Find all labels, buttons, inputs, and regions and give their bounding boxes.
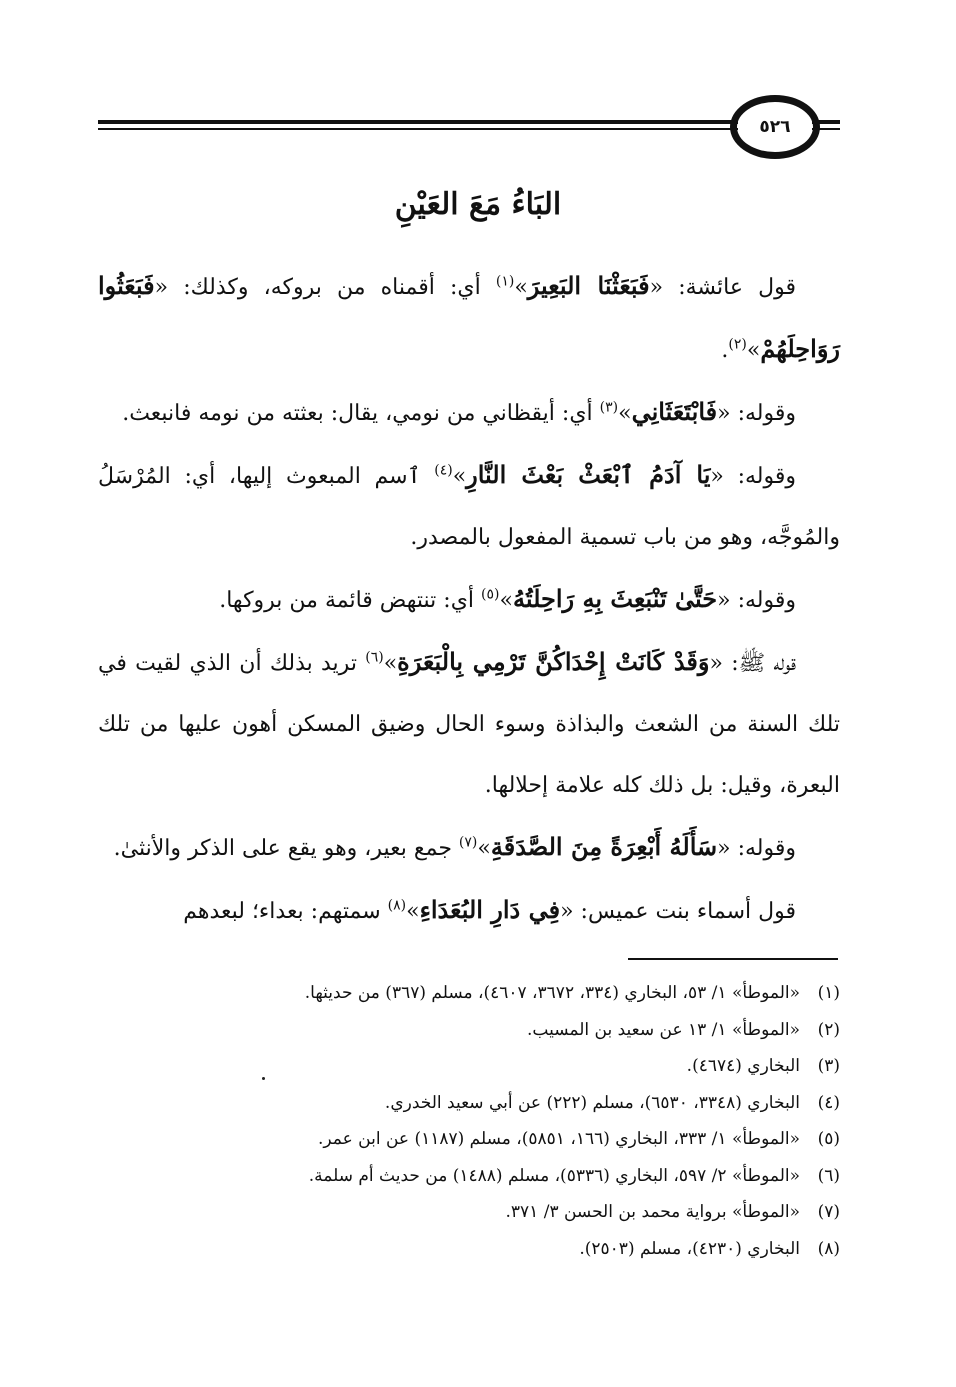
hadith-quote: وَقَدْ كَانَتْ إِحْدَاكُنَّ تَرْمِي بِالْبَعَرَةِ [397, 647, 710, 676]
footnote-text: «الموطأ» ١/ ٣٣٣، البخاري (١٦٦، ٥٨٥١)، مسلم (١١٨٧) عن ابن عمر. [318, 1129, 800, 1149]
footnote-number: (٥) [817, 1129, 840, 1149]
footnote-text: البخاري (٣٣٤٨، ٦٥٣٠)، مسلم (٢٢٢) عن أبي سعيد الخدري. [384, 1092, 800, 1113]
body-paragraph [98, 444, 840, 568]
hadith-quote: يَا آدَمُ ٱبْعَثْ بَعْثَ النَّارِ [466, 460, 711, 489]
paragraph-text: أي: أيقظاني من نومي، يقال: بعثته من نومه فانبعث. [122, 401, 600, 426]
body-text [98, 255, 840, 942]
header-rule-thick [98, 120, 738, 124]
footnote [98, 1085, 840, 1122]
footnote-number: (١) [817, 983, 840, 1003]
scan-speck [262, 1077, 265, 1080]
paragraph-text: أي: تنتهض قائمة من بروكها. [219, 588, 482, 613]
footnote [98, 1012, 840, 1049]
paragraph-text: . [721, 338, 729, 363]
body-paragraph [98, 879, 840, 942]
paragraph-text: » [499, 588, 513, 613]
footnote-ref: (٢) [728, 336, 747, 353]
footnote-ref: (٥) [481, 586, 500, 603]
footnote-text: البخاري (٤٦٧٤). [686, 1056, 800, 1076]
footnote-ref: (٤) [434, 462, 453, 479]
footnote-text: «الموطأ» ١/ ١٣ عن سعيد بن المسيب. [527, 1019, 800, 1040]
footnote-text: «الموطأ» برواية محمد بن الحسن ٣/ ٣٧١. [505, 1202, 800, 1222]
page-number-badge [730, 95, 820, 159]
footnote [98, 1231, 840, 1268]
paragraph-text: » [452, 464, 467, 489]
body-paragraph [98, 568, 840, 631]
footnote [98, 1121, 840, 1158]
paragraph-text: قول أسماء بنت عميس: « [560, 899, 796, 924]
paragraph-text: وقوله: « [717, 401, 796, 426]
header-rule-thin [98, 128, 738, 130]
page-number: ٥٢٦ [759, 117, 791, 137]
paragraph-text: وقوله: « [710, 464, 796, 489]
hadith-quote: سَأَلَهُ أَبْعِرَةً مِنَ الصَّدَقَةِ [490, 832, 718, 861]
footnote-ref: (٧) [458, 834, 478, 851]
footnote-ref: (٣) [599, 399, 619, 416]
paragraph-text: » [383, 651, 398, 676]
body-paragraph [98, 631, 840, 816]
hadith-quote: فَبَعَثْنَا البَعِيرَ [527, 271, 650, 300]
paragraph-text: » [477, 836, 491, 861]
footnote-text: البخاري (٤٢٣٠)، مسلم (٢٥٠٣). [579, 1238, 800, 1259]
footnote [98, 1158, 840, 1195]
paragraph-text: ٱسم المبعوث إليها، أي: المُرْسَلُ والمُوجَّه، وهو من باب تسمية المفعول بالمصدر. [98, 464, 840, 550]
footnote-number: (٢) [817, 1019, 840, 1040]
hadith-quote: فَابْتَعَثَانِي [631, 397, 718, 426]
footnote-number: (٣) [817, 1056, 840, 1076]
footnote-number: (٨) [817, 1238, 840, 1259]
body-paragraph [98, 255, 840, 381]
hadith-quote: فِي دَارِ البُعَدَاءِ [419, 895, 561, 924]
footnote-ref: (٨) [387, 897, 407, 914]
footnote-number: (٦) [817, 1165, 840, 1186]
footnote-number: (٧) [817, 1202, 840, 1222]
paragraph-text: » [746, 338, 761, 363]
footnote-ref: (٦) [365, 649, 384, 666]
paragraph-text: وقوله: « [717, 836, 796, 861]
paragraph-text: قوله ﷺ: « [709, 651, 796, 676]
footnote-text: «الموطأ» ١/ ٥٣، البخاري (٣٣٤، ٣٦٧٢، ٤٦٠٧)، مسلم (٣٦٧) من حديثها. [304, 983, 800, 1003]
paragraph-text: » [406, 899, 420, 924]
hadith-quote: حَتَّىٰ تَنْبَعِثَ بِهِ رَاحِلَتُهُ [512, 584, 718, 613]
paragraph-text: أي: أقمناه من بروكه، وكذلك: « [154, 275, 496, 300]
footnote [98, 975, 840, 1012]
paragraph-text: قول عائشة: « [649, 275, 796, 300]
body-paragraph [98, 816, 840, 879]
paragraph-text: » [514, 275, 528, 300]
footnotes [98, 975, 840, 1267]
hadith-quote: فَبَعَثُوا رَوَاحِلَهُمْ [98, 271, 840, 363]
paragraph-text: جمع بعير، وهو يقع على الذكر والأنثىٰ. [113, 836, 459, 861]
paragraph-text: سمتهم: بعداء؛ لبعدهم [183, 899, 388, 924]
chapter-title: البَاءُ مَعَ العَيْنِ [394, 187, 562, 222]
paragraph-text: تريد بذلك أن الذي لقيت في تلك السنة من الشعث والبذاذة وسوء الحال وضيق المسكن أهون عليها من تلك البعرة، وقيل: بل ذلك كله علامة إحلالها. [98, 651, 840, 798]
paragraph-text: وقوله: « [717, 588, 796, 613]
footnote [98, 1048, 840, 1085]
paragraph-text: » [618, 401, 632, 426]
footnote [98, 1194, 840, 1231]
footnote-number: (٤) [817, 1092, 840, 1113]
footnote-separator [628, 958, 838, 960]
body-paragraph [98, 381, 840, 444]
footnote-text: «الموطأ» ٢/ ٥٩٧، البخاري (٥٣٣٦)، مسلم (١٤٨٨) من حديث أم سلمة. [308, 1165, 800, 1186]
footnote-ref: (١) [495, 273, 515, 290]
